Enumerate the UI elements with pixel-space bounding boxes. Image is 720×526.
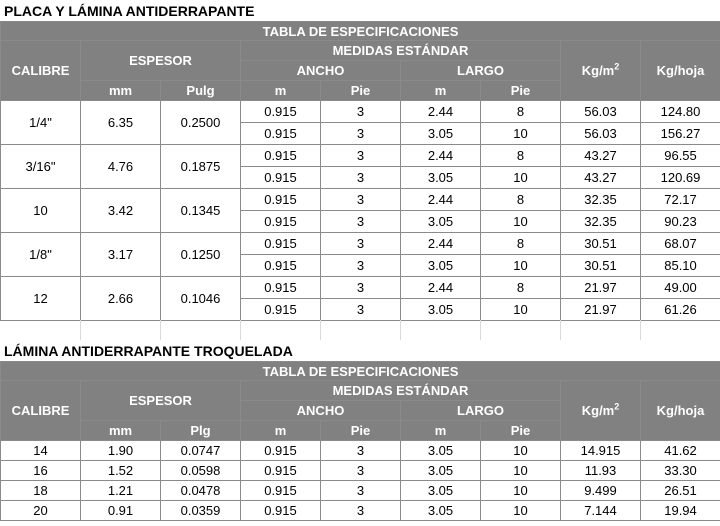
largo-m-cell: 3.05 xyxy=(401,211,481,233)
ancho-pie-cell: 3 xyxy=(321,123,401,145)
kg-hoja-cell: 124.80 xyxy=(641,101,720,123)
largo-pie-cell: 8 xyxy=(481,101,561,123)
spec-table-placa xyxy=(0,21,720,321)
table-row xyxy=(1,481,720,501)
largo-m-cell: 3.05 xyxy=(401,255,481,277)
espesor-mm-cell: 0.91 xyxy=(81,501,161,521)
header-ancho-pie: Pie xyxy=(321,81,401,101)
table-row xyxy=(1,189,720,211)
ancho-m-cell: 0.915 xyxy=(241,211,321,233)
kg-m2-cell: 43.27 xyxy=(561,167,641,189)
ancho-m-cell: 0.915 xyxy=(241,167,321,189)
ancho-pie-cell: 3 xyxy=(321,299,401,321)
espesor-mm-cell: 3.17 xyxy=(81,233,161,277)
table-row xyxy=(1,145,720,167)
section-title-troquelada: LÁMINA ANTIDERRAPANTE TROQUELADA xyxy=(4,343,293,359)
ancho-m-cell: 0.915 xyxy=(241,101,321,123)
header-ancho-pie: Pie xyxy=(321,421,401,441)
calibre-cell: 1/8" xyxy=(1,233,81,277)
section-title-placa: PLACA Y LÁMINA ANTIDERRAPANTE xyxy=(4,3,255,19)
table-row xyxy=(1,233,720,255)
ancho-m-cell: 0.915 xyxy=(241,233,321,255)
header-mm: mm xyxy=(81,81,161,101)
ancho-pie-cell: 3 xyxy=(321,189,401,211)
largo-m-cell: 2.44 xyxy=(401,277,481,299)
espesor-mm-cell: 2.66 xyxy=(81,277,161,321)
table-row xyxy=(1,441,720,461)
ancho-pie-cell: 3 xyxy=(321,233,401,255)
table-row xyxy=(1,461,720,481)
header-ancho: ANCHO xyxy=(241,61,401,81)
ancho-m-cell: 0.915 xyxy=(241,189,321,211)
spec-table-title: TABLA DE ESPECIFICACIONES xyxy=(1,22,720,41)
calibre-cell: 10 xyxy=(1,189,81,233)
kg-m2-cell: 30.51 xyxy=(561,233,641,255)
espesor-mm-cell: 3.42 xyxy=(81,189,161,233)
ancho-m-cell: 0.915 xyxy=(241,255,321,277)
header-ancho-m: m xyxy=(241,421,321,441)
header-espesor: ESPESOR xyxy=(81,381,241,421)
header-ancho: ANCHO xyxy=(241,401,401,421)
largo-pie-cell: 10 xyxy=(481,501,561,521)
header-plg: Plg xyxy=(161,421,241,441)
kg-hoja-cell: 68.07 xyxy=(641,233,720,255)
header-largo-m: m xyxy=(401,421,481,441)
espesor-mm-cell: 1.21 xyxy=(81,481,161,501)
kg-m2-cell: 43.27 xyxy=(561,145,641,167)
header-medidas-estandar: MEDIDAS ESTÁNDAR xyxy=(241,381,561,401)
kg-m2-cell: 32.35 xyxy=(561,211,641,233)
espesor-plg-cell: 0.0359 xyxy=(161,501,241,521)
largo-pie-cell: 10 xyxy=(481,123,561,145)
header-kg-m2: $Kg/m^2$ xyxy=(561,381,641,441)
kg-m2-cell: 30.51 xyxy=(561,255,641,277)
kg-hoja-cell: 85.10 xyxy=(641,255,720,277)
kg-hoja-cell: 90.23 xyxy=(641,211,720,233)
largo-pie-cell: 8 xyxy=(481,277,561,299)
ancho-m-cell: 0.915 xyxy=(241,123,321,145)
kg-m2-cell: 9.499 xyxy=(561,481,641,501)
ancho-m-cell: 0.915 xyxy=(241,501,321,521)
kg-m2-cell: 14.915 xyxy=(561,441,641,461)
espesor-mm-cell: 6.35 xyxy=(81,101,161,145)
header-mm: mm xyxy=(81,421,161,441)
header-calibre: CALIBRE xyxy=(1,381,81,441)
largo-m-cell: 2.44 xyxy=(401,233,481,255)
largo-m-cell: 3.05 xyxy=(401,123,481,145)
kg-hoja-cell: 26.51 xyxy=(641,481,720,501)
espesor-pulg-cell: 0.2500 xyxy=(161,101,241,145)
largo-m-cell: 2.44 xyxy=(401,189,481,211)
kg-hoja-cell: 156.27 xyxy=(641,123,720,145)
table-row xyxy=(1,277,720,299)
kg-hoja-cell: 41.62 xyxy=(641,441,720,461)
kg-hoja-cell: 72.17 xyxy=(641,189,720,211)
calibre-cell: 1/4" xyxy=(1,101,81,145)
table-row xyxy=(1,501,720,521)
kg-m2-cell: 56.03 xyxy=(561,101,641,123)
largo-m-cell: 2.44 xyxy=(401,101,481,123)
largo-m-cell: 3.05 xyxy=(401,461,481,481)
ancho-pie-cell: 3 xyxy=(321,255,401,277)
ancho-m-cell: 0.915 xyxy=(241,481,321,501)
largo-pie-cell: 10 xyxy=(481,255,561,277)
calibre-cell: 20 xyxy=(1,501,81,521)
largo-m-cell: 3.05 xyxy=(401,167,481,189)
largo-pie-cell: 10 xyxy=(481,211,561,233)
ancho-pie-cell: 3 xyxy=(321,501,401,521)
kg-m2-cell: 21.97 xyxy=(561,299,641,321)
espesor-mm-cell: 4.76 xyxy=(81,145,161,189)
header-largo-pie: Pie xyxy=(481,421,561,441)
calibre-cell: 3/16" xyxy=(1,145,81,189)
largo-pie-cell: 10 xyxy=(481,481,561,501)
espesor-pulg-cell: 0.1345 xyxy=(161,189,241,233)
espesor-plg-cell: 0.0598 xyxy=(161,461,241,481)
largo-pie-cell: 10 xyxy=(481,441,561,461)
ancho-pie-cell: 3 xyxy=(321,481,401,501)
kg-m2-cell: 56.03 xyxy=(561,123,641,145)
header-kg-m2: $Kg/m^2$ xyxy=(561,41,641,101)
header-espesor: ESPESOR xyxy=(81,41,241,81)
espesor-plg-cell: 0.0478 xyxy=(161,481,241,501)
largo-m-cell: 3.05 xyxy=(401,441,481,461)
ancho-pie-cell: 3 xyxy=(321,211,401,233)
ancho-pie-cell: 3 xyxy=(321,441,401,461)
largo-m-cell: 3.05 xyxy=(401,299,481,321)
kg-m2-cell: 7.144 xyxy=(561,501,641,521)
header-kg-hoja: Kg/hoja xyxy=(641,41,720,101)
espesor-pulg-cell: 0.1875 xyxy=(161,145,241,189)
espesor-mm-cell: 1.52 xyxy=(81,461,161,481)
ancho-m-cell: 0.915 xyxy=(241,277,321,299)
ancho-m-cell: 0.915 xyxy=(241,441,321,461)
header-ancho-m: m xyxy=(241,81,321,101)
header-largo: LARGO xyxy=(401,61,561,81)
espesor-pulg-cell: 0.1046 xyxy=(161,277,241,321)
espesor-plg-cell: 0.0747 xyxy=(161,441,241,461)
calibre-cell: 18 xyxy=(1,481,81,501)
header-largo-pie: Pie xyxy=(481,81,561,101)
largo-pie-cell: 8 xyxy=(481,189,561,211)
kg-m2-cell: 21.97 xyxy=(561,277,641,299)
header-calibre: CALIBRE xyxy=(1,41,81,101)
largo-pie-cell: 10 xyxy=(481,167,561,189)
kg-m2-cell: 11.93 xyxy=(561,461,641,481)
kg-hoja-cell: 96.55 xyxy=(641,145,720,167)
calibre-cell: 14 xyxy=(1,441,81,461)
largo-pie-cell: 8 xyxy=(481,145,561,167)
ancho-pie-cell: 3 xyxy=(321,167,401,189)
table-row xyxy=(1,101,720,123)
spec-table-troquelada xyxy=(0,361,720,521)
ancho-m-cell: 0.915 xyxy=(241,461,321,481)
kg-hoja-cell: 49.00 xyxy=(641,277,720,299)
espesor-mm-cell: 1.90 xyxy=(81,441,161,461)
header-largo: LARGO xyxy=(401,401,561,421)
kg-m2-cell: 32.35 xyxy=(561,189,641,211)
kg-hoja-cell: 61.26 xyxy=(641,299,720,321)
header-kg-hoja: Kg/hoja xyxy=(641,381,720,441)
spec-table-title: TABLA DE ESPECIFICACIONES xyxy=(1,362,720,381)
largo-pie-cell: 10 xyxy=(481,299,561,321)
blank-spacer-row xyxy=(0,320,720,340)
largo-m-cell: 3.05 xyxy=(401,501,481,521)
ancho-pie-cell: 3 xyxy=(321,101,401,123)
largo-m-cell: 3.05 xyxy=(401,481,481,501)
largo-m-cell: 2.44 xyxy=(401,145,481,167)
kg-hoja-cell: 33.30 xyxy=(641,461,720,481)
header-pulg: Pulg xyxy=(161,81,241,101)
ancho-m-cell: 0.915 xyxy=(241,299,321,321)
espesor-pulg-cell: 0.1250 xyxy=(161,233,241,277)
ancho-pie-cell: 3 xyxy=(321,277,401,299)
ancho-pie-cell: 3 xyxy=(321,145,401,167)
calibre-cell: 16 xyxy=(1,461,81,481)
largo-pie-cell: 10 xyxy=(481,461,561,481)
kg-hoja-cell: 19.94 xyxy=(641,501,720,521)
ancho-pie-cell: 3 xyxy=(321,461,401,481)
ancho-m-cell: 0.915 xyxy=(241,145,321,167)
header-largo-m: m xyxy=(401,81,481,101)
calibre-cell: 12 xyxy=(1,277,81,321)
largo-pie-cell: 8 xyxy=(481,233,561,255)
header-medidas-estandar: MEDIDAS ESTÁNDAR xyxy=(241,41,561,61)
kg-hoja-cell: 120.69 xyxy=(641,167,720,189)
